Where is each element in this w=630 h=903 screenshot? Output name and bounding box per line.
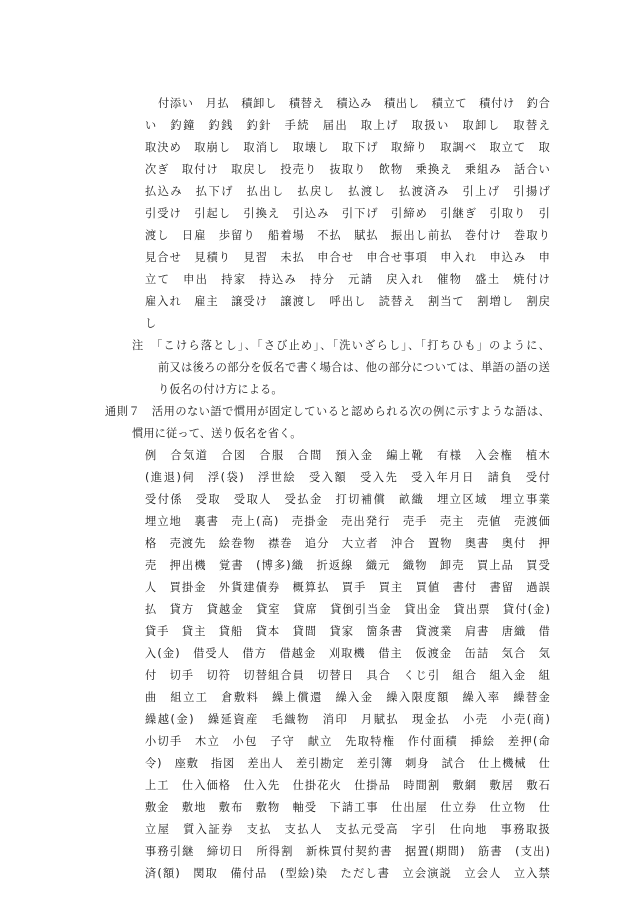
example-line: 敷金 敷地 敷布 敷物 軸受 下請工事 仕出屋 仕立券 仕立物 仕 (145, 801, 550, 814)
rule-heading: 通則７ 活用のない語で慣用が固定していると認められる次の例に示すような語は、 (105, 405, 550, 418)
text-line: 次ぎ 取付け 取戻し 投売り 抜取り 飲物 乗換え 乗組み 話合い (145, 163, 550, 176)
note-line: り仮名の付け方による。 (158, 383, 283, 396)
example-line: 受付係 受取 受取人 受払金 打切補償 畝織 埋立区域 埋立事業 (145, 493, 550, 506)
example-line: 貸手 貸主 貸船 貸本 貸間 貸家 箇条書 貸渡業 肩書 唐織 借 (145, 625, 550, 638)
example-line: (進退)伺 浮(袋) 浮世絵 受入額 受入先 受入年月日 請負 受付 (145, 471, 550, 484)
text-line: 引受け 引起し 引換え 引込み 引下げ 引締め 引継ぎ 引取り 引 (145, 207, 550, 220)
example-line: 曲 組立工 倉敷料 繰上償還 繰入金 繰入限度額 繰入率 繰替金 (145, 691, 550, 704)
text-line: 付添い 月払 積卸し 積替え 積込み 積出し 積立て 積付け 釣合 (158, 97, 550, 110)
example-line: 例 合気道 合図 合服 合間 預入金 編上靴 有様 入会権 植木 (145, 449, 550, 462)
example-line: 入(金) 借受人 借方 借越金 刈取機 借主 仮渡金 缶詰 気合 気 (145, 647, 550, 660)
text-line: 立て 申出 持家 持込み 持分 元請 戻入れ 催物 盛土 焼付け (145, 273, 550, 286)
text-line: 見合せ 見積り 見習 未払 申合せ 申合せ事項 申入れ 申込み 申 (145, 251, 550, 264)
example-line: 払 貸方 貸越金 貸室 貸席 貸倒引当金 貸出金 貸出票 貸付(金) (145, 603, 550, 616)
note-line: 前又は後ろの部分を仮名で書く場合は、他の部分については、単語の語の送 (158, 361, 550, 374)
text-line: い 釣鐘 釣銭 釣針 手続 届出 取上げ 取扱い 取卸し 取替え (145, 119, 550, 132)
note-line: 注 「こけら落とし」、「さび止め」、「洗いざらし」、「打ちひも」のように、 (132, 339, 550, 352)
example-line: 繰越(金) 繰延資産 毛織物 消印 月賦払 現金払 小売 小売(商) (145, 713, 550, 726)
example-line: 付 切手 切符 切替組合員 切替日 具合 くじ引 組合 組入金 組 (145, 669, 550, 682)
example-line: 小切手 木立 小包 子守 献立 先取特権 作付面積 挿絵 差押(命 (145, 735, 550, 748)
example-line: 上工 仕入価格 仕入先 仕掛花火 仕掛品 時間割 敷網 敷居 敷石 (145, 779, 550, 792)
example-line: 令) 座敷 指図 差出人 差引勘定 差引簿 刺身 試合 仕上機械 仕 (145, 757, 550, 770)
text-line: 払込み 払下げ 払出し 払戻し 払渡し 払渡済み 引上げ 引揚げ (145, 185, 550, 198)
text-line: し (145, 317, 157, 330)
example-line: 事務引継 締切日 所得割 新株買付契約書 据置(期間) 筋書 (支出) (145, 845, 550, 858)
example-line: 売 押出機 覚書 (博多)織 折返線 織元 織物 卸売 買上品 買受 (145, 559, 550, 572)
text-line: 取決め 取崩し 取消し 取壊し 取下げ 取締り 取調べ 取立て 取 (145, 141, 550, 154)
rule-heading: 慣用に従って、送り仮名を省く。 (132, 427, 302, 440)
text-line: 渡し 日雇 歩留り 船着場 不払 賦払 振出し前払 巻付け 巻取り (145, 229, 550, 242)
example-line: 立屋 質入証券 支払 支払人 支払元受高 字引 仕向地 事務取扱 (145, 823, 550, 836)
example-line: 済(額) 関取 備付品 (型絵)染 ただし書 立会演説 立会人 立入禁 (145, 867, 550, 880)
example-line: 格 売渡先 絵巻物 襟巻 追分 大立者 沖合 置物 奥書 奥付 押 (145, 537, 550, 550)
text-line: 雇入れ 雇主 譲受け 譲渡し 呼出し 読替え 割当て 割増し 割戻 (145, 295, 550, 308)
example-line: 埋立地 裏書 売上(高) 売掛金 売出発行 売手 売主 売値 売渡価 (145, 515, 550, 528)
example-line: 人 買掛金 外貨建債券 概算払 買手 買主 買値 書付 書留 過誤 (145, 581, 550, 594)
